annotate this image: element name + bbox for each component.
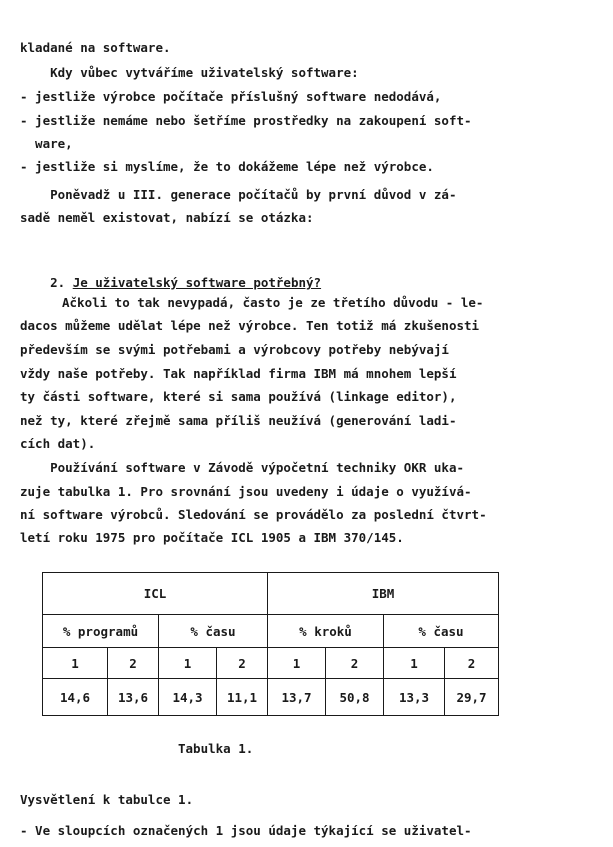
list-item: - jestliže výrobce počítače příslušný software nedodává,	[20, 89, 442, 104]
text-line: dacos můžeme udělat lépe než výrobce. Ten totiž má zkušenosti	[20, 318, 480, 333]
column-number: 2	[445, 648, 499, 679]
column-number: 1	[43, 648, 108, 679]
list-item: - jestliže nemáme nebo šetříme prostředky na zakoupení soft-	[20, 113, 472, 128]
table-cell: 13,7	[268, 679, 326, 716]
column-number: 2	[326, 648, 384, 679]
heading-text: Je uživatelský software potřebný?	[72, 275, 322, 290]
text-line: Ačkoli to tak nevypadá, často je ze třetího důvodu - le-	[62, 295, 484, 310]
table-cell: 13,6	[108, 679, 159, 716]
subheader-cell: % kroků	[268, 615, 384, 648]
column-number: 2	[217, 648, 268, 679]
subheader-cell: % času	[159, 615, 268, 648]
text-line: především se svými potřebami a výrobcovy potřeby nebývají	[20, 342, 449, 357]
list-item: - Ve sloupcích označených 1 jsou údaje týkající se uživatel-	[20, 823, 472, 838]
subheader-cell: % času	[384, 615, 499, 648]
text-line: letí roku 1975 pro počítače ICL 1905 a IBM 370/145.	[20, 530, 404, 545]
table-cell: 14,3	[159, 679, 217, 716]
group-header-icl: ICL	[43, 573, 268, 615]
table-cell: 14,6	[43, 679, 108, 716]
text-line: kladané na software.	[20, 40, 171, 55]
text-line: ní software výrobců. Sledování se provádělo za poslední čtvrt-	[20, 507, 487, 522]
text-line: Poněvadž u III. generace počítačů by první důvod v zá-	[20, 187, 457, 202]
list-item: - jestliže si myslíme, že to dokážeme lépe než výrobce.	[20, 159, 434, 174]
data-table	[42, 572, 499, 716]
table-cell: 11,1	[217, 679, 268, 716]
text-line: sadě neměl existovat, nabízí se otázka:	[20, 210, 314, 225]
text-line: Používání software v Závodě výpočetní techniky OKR uka-	[20, 460, 465, 475]
text-line: zuje tabulka 1. Pro srovnání jsou uvedeny i údaje o využívá-	[20, 484, 472, 499]
text-line: ty části software, které si sama používá (linkage editor),	[20, 389, 457, 404]
group-header-ibm: IBM	[268, 573, 499, 615]
table-group-row	[43, 573, 499, 615]
subheader-cell: % programů	[43, 615, 159, 648]
column-number: 1	[384, 648, 445, 679]
table-row	[43, 679, 499, 716]
text-line: vždy naše potřeby. Tak například firma IBM má mnohem lepší	[20, 366, 457, 381]
table-cell: 13,3	[384, 679, 445, 716]
table-cell: 50,8	[326, 679, 384, 716]
text-line: než ty, které zřejmě sama příliš neužívá (generování ladi-	[20, 413, 457, 428]
table-cell: 29,7	[445, 679, 499, 716]
text-line: Kdy vůbec vytváříme uživatelský software:	[20, 65, 359, 80]
column-number: 1	[268, 648, 326, 679]
heading-number: 2.	[50, 275, 66, 290]
column-number: 1	[159, 648, 217, 679]
list-item: ware,	[20, 136, 73, 151]
column-number: 2	[108, 648, 159, 679]
table-subheader-row	[43, 615, 499, 648]
text-line: Vysvětlení k tabulce 1.	[20, 792, 194, 807]
text-line: cích dat).	[20, 436, 96, 451]
table-caption: Tabulka 1.	[178, 741, 254, 756]
table-column-row	[43, 648, 499, 679]
